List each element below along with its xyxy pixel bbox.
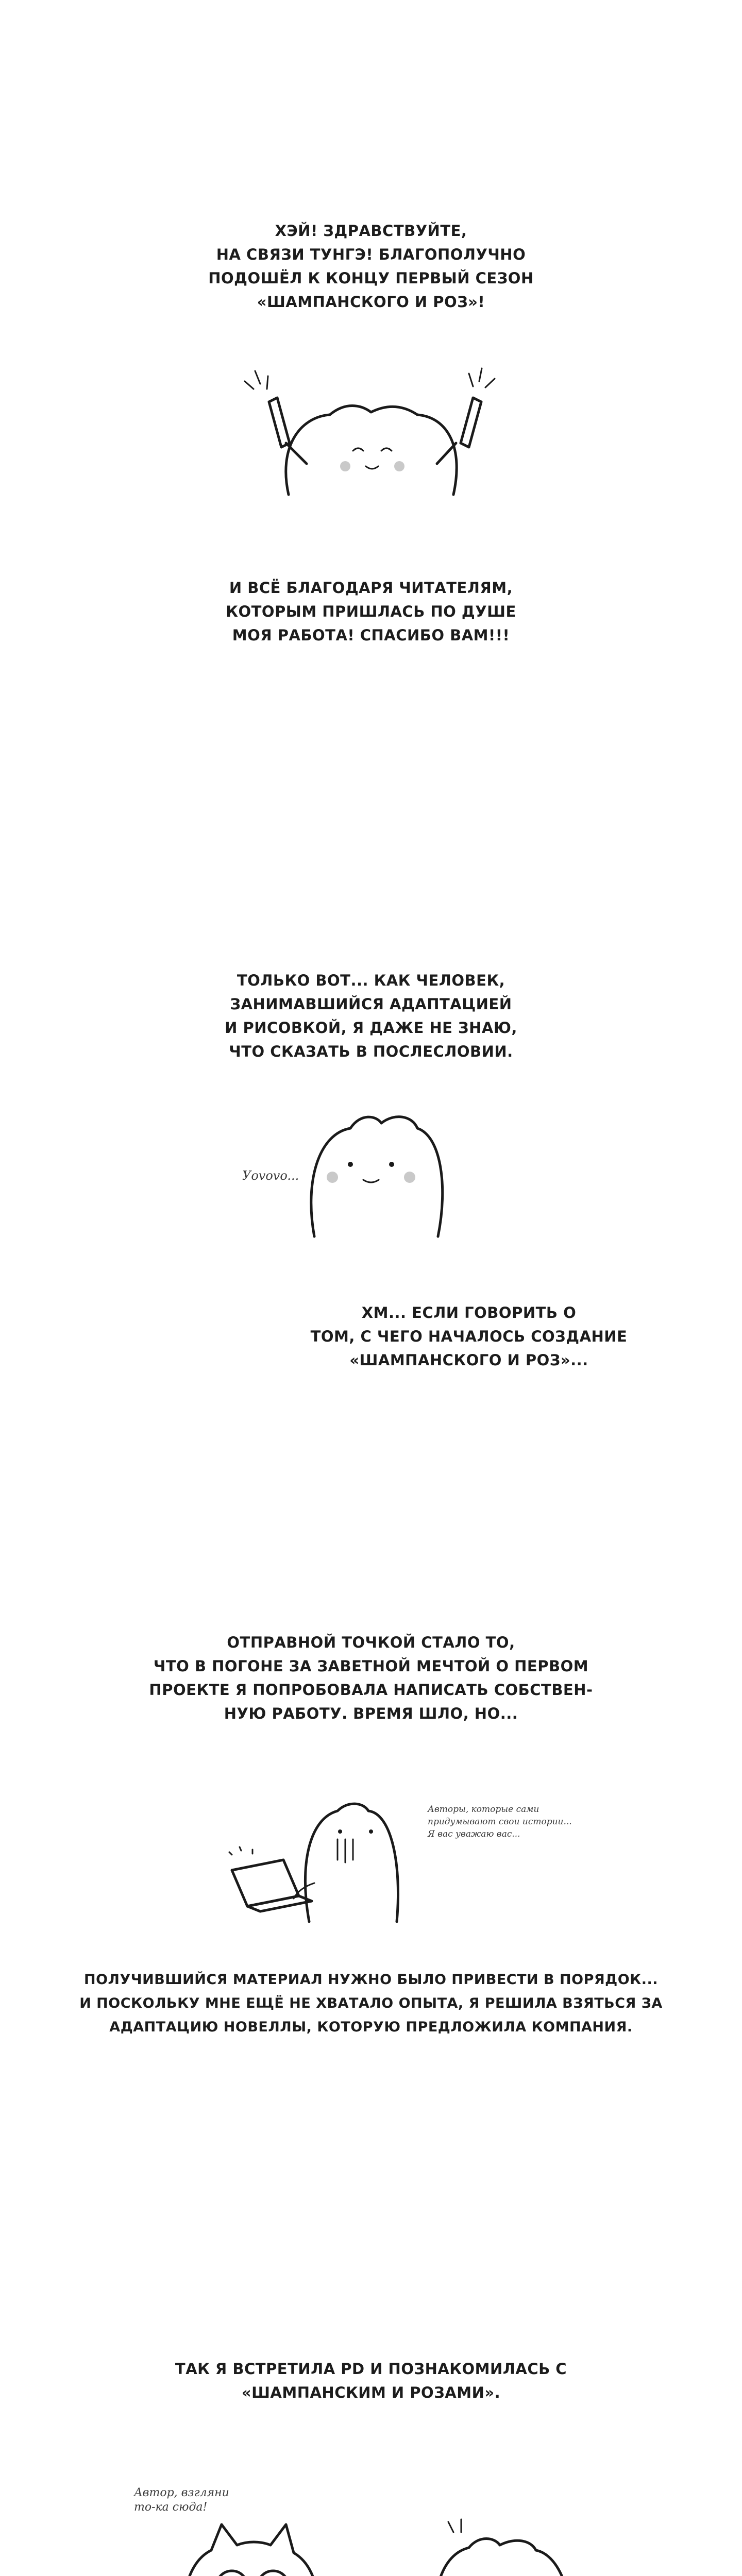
panel-meeting-pd (0, 2318, 742, 2576)
panel-origin (0, 1288, 742, 1597)
sparkle-icon (469, 368, 495, 387)
authors-note: Авторы, которые сами придумывают свои истории... Я вас уважаю вас... (428, 1804, 572, 1839)
adaptation-text: ПОЛУЧИВШИЙСЯ МАТЕРИАЛ НУЖНО БЫЛО ПРИВЕСТИ В ПОРЯДОК... И ПОСКОЛЬКУ МНЕ ЕЩЁ НЕ ХВАТАЛО ОПЫТА, Я РЕШИЛА ВЗЯТЬСЯ ЗА АДАПТАЦИЮ НОВЕЛЛЫ, КОТОРУЮ ПРЕДЛОЖИЛА КОМПАНИЯ. (79, 1972, 663, 2035)
yovovo-note: Уоvovo... (242, 1168, 299, 1183)
laptop-cat-illustration (222, 1783, 428, 1932)
panel-dream (0, 1597, 742, 1958)
meeting-pd-text: ТАК Я ВСТРЕТИЛА PD И ПОЗНАКОМИЛАСЬ С «ШАМПАНСКИМ И РОЗАМИ». (175, 2360, 567, 2401)
thinking-cat-illustration (304, 1103, 448, 1257)
cheering-cat-illustration (222, 361, 520, 526)
thanks-text: И ВСЁ БЛАГОДАРЯ ЧИТАТЕЛЯМ, КОТОРЫМ ПРИШЛАСЬ ПО ДУШЕ МОЯ РАБОТА! СПАСИБО ВАМ!!! (226, 579, 516, 644)
panel-greeting (0, 0, 742, 567)
greeting-text: ХЭЙ! ЗДРАВСТВУЙТЕ, НА СВЯЗИ ТУНГЭ! БЛАГОПОЛУЧНО ПОДОШЁЛ К КОНЦУ ПЕРВЫЙ СЕЗОН «ШАМПАНСКОГО И РОЗ»! (208, 222, 534, 311)
pd-and-cat-illustration (170, 2509, 593, 2576)
sparkle-icon (245, 371, 268, 389)
pd-speech-bubble: Автор, взгляни то-ка сюда! (134, 2486, 229, 2514)
origin-text: ХМ... ЕСЛИ ГОВОРИТЬ О ТОМ, С ЧЕГО НАЧАЛОСЬ СОЗДАНИЕ «ШАМПАНСКОГО И РОЗ»... (310, 1304, 628, 1369)
panel-adaptation (0, 1958, 742, 2318)
panel-thanks (0, 567, 742, 927)
panel-afterword (0, 927, 742, 1288)
afterword-text: ТОЛЬКО ВОТ... КАК ЧЕЛОВЕК, ЗАНИМАВШИЙСЯ АДАПТАЦИЕЙ И РИСОВКОЙ, Я ДАЖЕ НЕ ЗНАЮ, ЧТО СКАЗАТЬ В ПОСЛЕСЛОВИИ. (225, 972, 517, 1060)
dream-text: ОТПРАВНОЙ ТОЧКОЙ СТАЛО ТО, ЧТО В ПОГОНЕ ЗА ЗАВЕТНОЙ МЕЧТОЙ О ПЕРВОМ ПРОЕКТЕ Я ПОПРОБОВАЛА НАПИСАТЬ СОБСТВЕН- НУЮ РАБОТУ. ВРЕМЯ ШЛО, НО... (149, 1634, 593, 1722)
